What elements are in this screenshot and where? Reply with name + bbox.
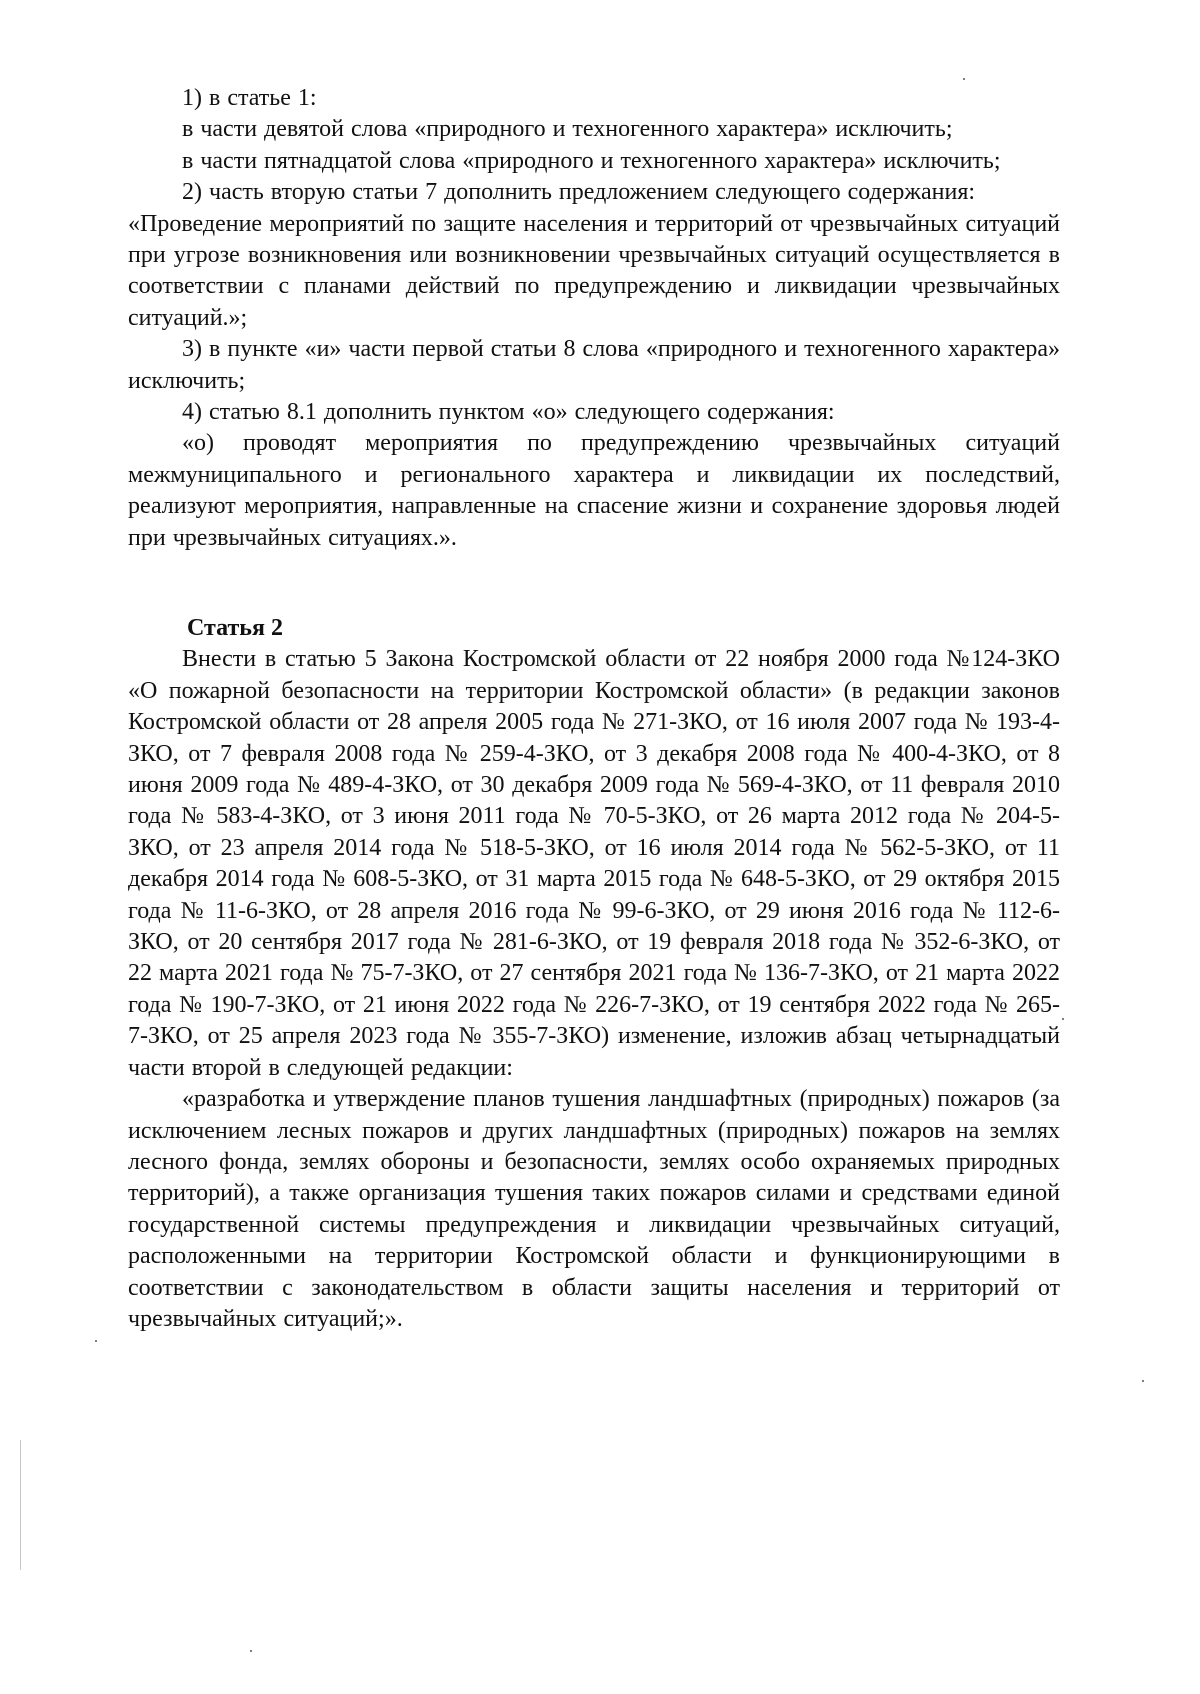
paragraph: «о) проводят мероприятия по предупреждению чрезвычайных ситуаций межмуниципального и регионального характера и ликвидации их последствий, реализуют мероприятия, направленные на спасение жизни и сохранение здоровья людей при чрезвычайных ситуациях.». [128,430,1060,551]
paragraph: «Проведение мероприятий по защите населения и территорий от чрезвычайных ситуаций при угрозе возникновения или возникновении чрезвычайных ситуаций осуществляется в соответствии с планами действий по предупреждению и ликвидации чрезвычайных ситуаций.»; [128,210,1060,331]
paragraph: 3) в пункте «и» части первой статьи 8 слова «природного и техногенного характера» исключить; [128,336,1060,394]
article-title: Статья 2 [187,615,283,641]
scan-speck [95,1340,97,1342]
paragraph: 1) в статье 1: [182,85,317,111]
scan-speck [963,78,965,80]
paragraph: в части девятой слова «природного и техногенного характера» исключить; [182,116,953,143]
paragraph: 2) часть вторую статьи 7 дополнить предложением следующего содержания: [182,179,976,206]
scan-speck [250,1650,252,1652]
scan-edge-line [20,1440,21,1570]
paragraph: в части пятнадцатой слова «природного и техногенного характера» исключить; [182,147,1001,174]
scan-speck [1062,1018,1064,1020]
paragraph: «разработка и утверждение планов тушения ландшафтных (природных) пожаров (за исключением лесных пожаров и других ландшафтных (природных) пожаров на землях лесного фонда, землях обороны и безопасности, землях особо охраняемых природных территорий), а также организация тушения таких пожаров силами и средствами единой государственной системы предупреждения и ликвидации чрезвычайных ситуаций, расположенными на территории Костромской области и функционирующими в соответствии с законодательством в области защиты населения и территорий от чрезвычайных ситуаций;». [128,1086,1060,1332]
section-article-2 [128,613,1060,1335]
scan-speck [1142,1380,1144,1382]
paragraph: Внести в статью 5 Закона Костромской области от 22 ноября 2000 года №124-ЗКО «О пожарной безопасности на территории Костромской области» (в редакции законов Костромской области от 28 апреля 2005 года № 271-ЗКО, от 16 июля 2007 года № 193-4-ЗКО, от 7 февраля 2008 года № 259-4-ЗКО, от 3 декабря 2008 года № 400-4-ЗКО, от 8 июня 2009 года № 489-4-ЗКО, от 30 декабря 2009 года № 569-4-ЗКО, от 11 февраля 2010 года № 583-4-ЗКО, от 3 июня 2011 года № 70-5-ЗКО, от 26 марта 2012 года № 204-5-ЗКО, от 23 апреля 2014 года № 518-5-ЗКО, от 16 июля 2014 года № 562-5-ЗКО, от 11 декабря 2014 года № 608-5-ЗКО, от 31 марта 2015 года № 648-5-ЗКО, от 29 октября 2015 года № 11-6-ЗКО, от 28 апреля 2016 года № 99-6-ЗКО, от 29 июня 2016 года № 112-6-ЗКО, от 20 сентября 2017 года № 281-6-ЗКО, от 19 февраля 2018 года № 352-6-ЗКО, от 22 марта 2021 года № 75-7-ЗКО, от 27 сентября 2021 года № 136-7-ЗКО, от 21 марта 2022 года № 190-7-ЗКО, от 21 июня 2022 года № 226-7-ЗКО, от 19 сентября 2022 года № 265-7-ЗКО, от 25 апреля 2023 года № 355-7-ЗКО) изменение, изложив абзац четырнадцатый части второй в следующей редакции: [128,646,1060,1081]
section-article-1-amendments [128,83,1060,554]
paragraph: 4) статью 8.1 дополнить пунктом «о» следующего содержания: [182,399,835,426]
